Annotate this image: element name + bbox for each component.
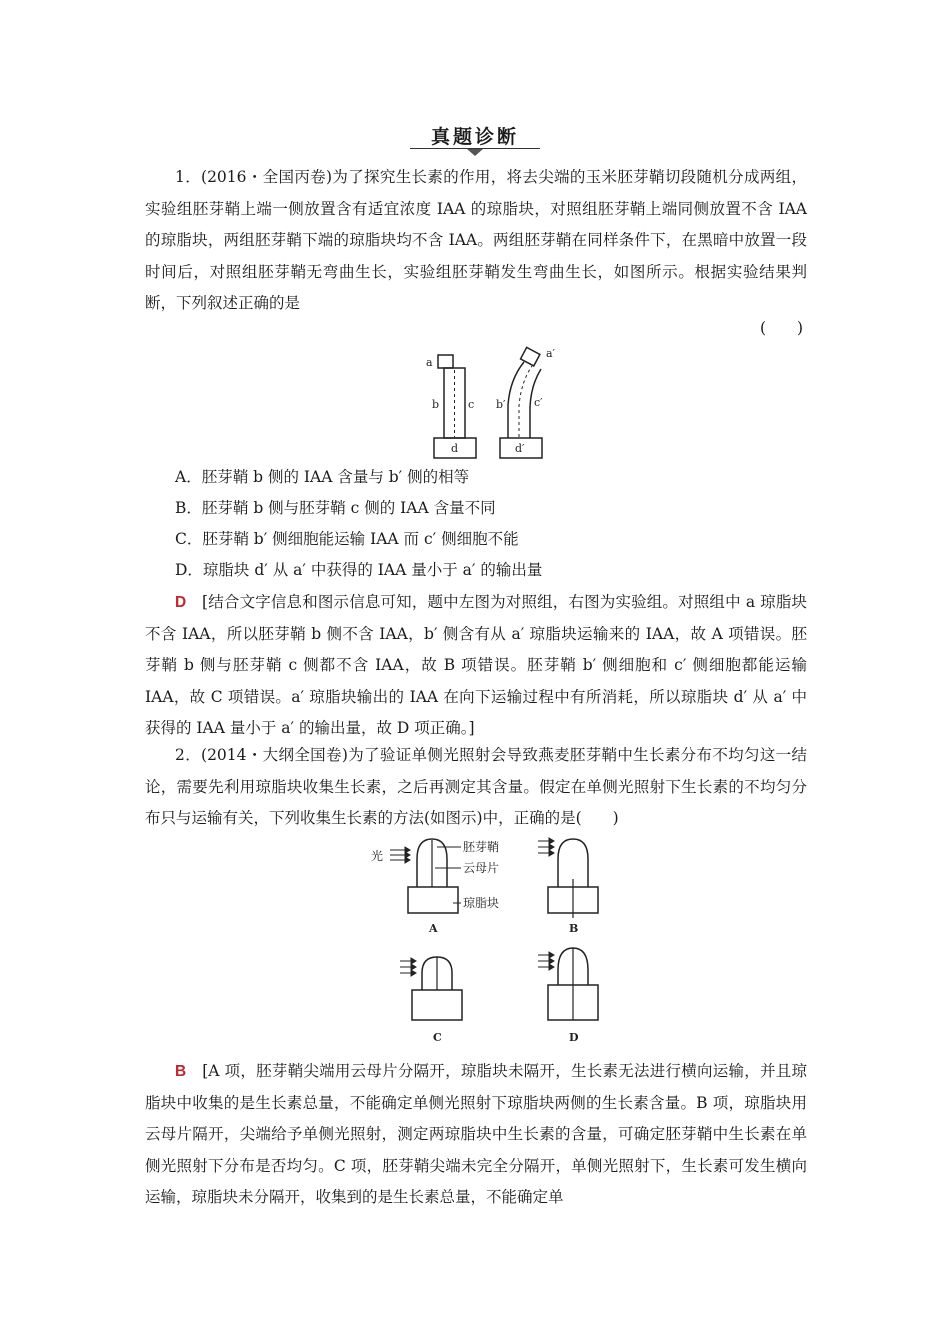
label-option-b: B xyxy=(569,922,579,935)
q1-explanation xyxy=(145,587,807,745)
coleoptile-right-left-edge xyxy=(508,362,524,438)
label-option-a: A xyxy=(429,922,438,935)
label-light: 光 xyxy=(371,849,384,863)
option-d-diagram xyxy=(548,948,598,1020)
q1-option-d: D．琼脂块 d′ 从 a′ 中获得的 IAA 量小于 a′ 的输出量 xyxy=(175,561,543,579)
q1-explanation-text: [结合文字信息和图示信息可知，题中左图为对照组，右图为实验组。对照组中 a 琼脂块不含 IAA，所以胚芽鞘 b 侧不含 IAA，b′ 侧含有从 a′ 琼脂块运输来的 IAA，故 A 项错误。胚芽鞘 b 侧与胚芽鞘 c 侧都不含 IAA，故 B 项错误。胚芽鞘 b′ 侧细胞和 c′ 侧细胞都能运输 IAA，故 C 项错误。a′ 琼脂块输出的 IAA 在向下运输过程中有所消耗，所以琼脂块 d′ 从 a′ 中获得的 IAA 量小于 a′ 的输出量，故 D 项正确。] xyxy=(145,593,807,737)
option-c-diagram xyxy=(412,957,462,1020)
label-coleoptile: 胚芽鞘 xyxy=(463,840,500,854)
label-option-d: D xyxy=(569,1031,579,1044)
label-option-c: C xyxy=(433,1031,442,1044)
label-a: a xyxy=(426,356,433,369)
q1-stem: 1．(2016・全国丙卷)为了探究生长素的作用，将去尖端的玉米胚芽鞘切段随机分成两组，实验组胚芽鞘上端一侧放置含有适宜浓度 IAA 的琼脂块，对照组胚芽鞘上端同侧放置不含 IAA 的琼脂块，两组胚芽鞘下端的琼脂块均不含 IAA。两组胚芽鞘在同样条件下，在黑暗中放置一段时间后，对照组胚芽鞘无弯曲生长，实验组胚芽鞘发生弯曲生长，如图所示。根据实验结果判断，下列叙述正确的是 xyxy=(145,168,807,312)
label-d-prime: d′ xyxy=(515,442,525,455)
option-b-diagram xyxy=(548,839,598,918)
agar-block-a xyxy=(438,355,453,368)
label-b-prime: b′ xyxy=(496,398,506,411)
light-arrows-a-icon xyxy=(390,847,410,863)
q1-option-c: C．胚芽鞘 b′ 侧细胞能运输 IAA 而 c′ 侧细胞不能 xyxy=(175,530,519,548)
option-a-diagram xyxy=(408,839,458,913)
light-arrows-d-icon xyxy=(538,952,554,970)
q1-option-a: A．胚芽鞘 b 侧的 IAA 含量与 b′ 侧的相等 xyxy=(175,468,470,486)
q2-answer-key: B xyxy=(175,1063,187,1080)
label-d: d xyxy=(451,442,459,455)
q2-stem: 2．(2014・大纲全国卷)为了验证单侧光照射会导致燕麦胚芽鞘中生长素分布不均匀这一结论，需要先利用琼脂块收集生长素，之后再测定其含量。假定在单侧光照射下生长素的不均匀分布只与运输有关，下列收集生长素的方法(如图示)中，正确的是( ) xyxy=(145,746,807,827)
label-a-prime: a′ xyxy=(546,347,556,360)
light-arrows-c-icon xyxy=(400,958,416,976)
label-b: b xyxy=(432,398,440,411)
q1-answer-paren: ( ) xyxy=(760,319,804,337)
q2-explanation-text: [A 项，胚芽鞘尖端用云母片分隔开，琼脂块未隔开，生长素无法进行横向运输，并且琼脂块中收集的是生长素总量，不能确定单侧光照射下琼脂块两侧的生长素含量。B 项，琼脂块用云母片隔开，尖端给予单侧光照射，测定两琼脂块中生长素的含量，可确定胚芽鞘中生长素在单侧光照射下分布是否均匀。C 项，胚芽鞘尖端未完全分隔开，单侧光照射下，生长素可发生横向运输，琼脂块未分隔开，收集到的是生长素总量，不能确定单 xyxy=(145,1062,807,1206)
q1-option-b: B．胚芽鞘 b 侧与胚芽鞘 c 侧的 IAA 含量不同 xyxy=(175,499,496,517)
label-mica: 云母片 xyxy=(463,861,500,875)
label-c-prime: c′ xyxy=(534,396,543,409)
q2-explanation xyxy=(145,1056,807,1214)
section-heading: 真题诊断 xyxy=(430,126,519,148)
q2-figure xyxy=(365,835,635,1050)
q1-figure xyxy=(420,345,570,460)
light-arrows-b-icon xyxy=(538,838,554,856)
label-agar: 琼脂块 xyxy=(463,896,500,910)
heading-marker-icon xyxy=(467,149,483,156)
q1-answer-key: D xyxy=(175,594,187,611)
label-c: c xyxy=(468,398,475,411)
